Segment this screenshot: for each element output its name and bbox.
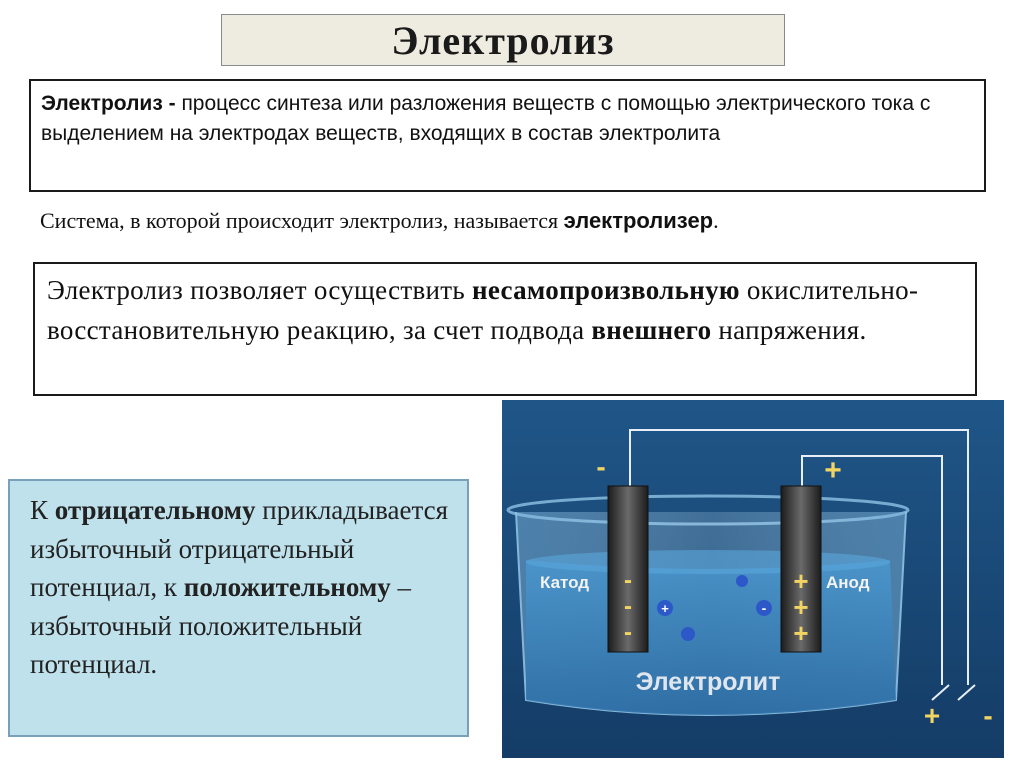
definition-term: Электролиз - [41,92,182,115]
cathode-terminal-sign: - [596,451,606,482]
possibility-bold1: несамопроизвольную [472,275,740,305]
definition-text: процесс синтеза или разложения веществ с помощью электрического тока с выделением на электродах веществ, входящих в состав электролита [41,92,931,145]
possibility-part2: окислительно-восстановительную реакцию, за счет подвода [47,275,919,345]
possibility-box [33,262,977,396]
slide-title: Электролиз [221,14,785,66]
cathode-charge-sign-3: - [624,619,632,646]
note-part1: К [30,495,55,525]
anion-sign: - [761,600,767,616]
electrolysis-diagram [502,400,1004,758]
cation-sign: + [661,601,669,616]
note-bold1: отрицательному [54,495,256,525]
possibility-part3: напряжения. [711,315,867,345]
anode-charge-sign-3: + [793,618,809,648]
electrolysis-diagram-svg [502,400,1004,758]
system-sentence-keyword: электролизер [563,208,714,233]
potential-note-box [8,479,469,737]
anode-charge-sign-2: + [793,592,809,622]
system-sentence-suffix: . [713,208,719,233]
anode-charge-sign-1: + [793,566,809,596]
possibility-bold2: внешнего [591,315,712,345]
note-part3: – избыточный положительный потенциал. [30,572,411,679]
system-sentence [40,208,1000,234]
electrolyte-label: Электролит [635,668,781,696]
anode-label: Анод [826,573,870,592]
note-bold2: положительному [183,572,391,602]
definition-box [29,79,986,192]
source-minus-sign: - [983,700,993,731]
possibility-part1: Электролиз позволяет осуществить [47,275,473,305]
cathode-charge-sign-1: - [624,567,632,594]
anode-terminal-sign: + [824,454,842,487]
source-plus-sign: + [923,700,941,731]
cathode-charge-sign-2: - [624,593,632,620]
system-sentence-prefix: Система, в которой происходит электролиз, называется [40,208,564,233]
cathode-label: Катод [540,573,590,592]
note-part2: прикладывается избыточный отрицательный потенциал, к [30,495,449,602]
